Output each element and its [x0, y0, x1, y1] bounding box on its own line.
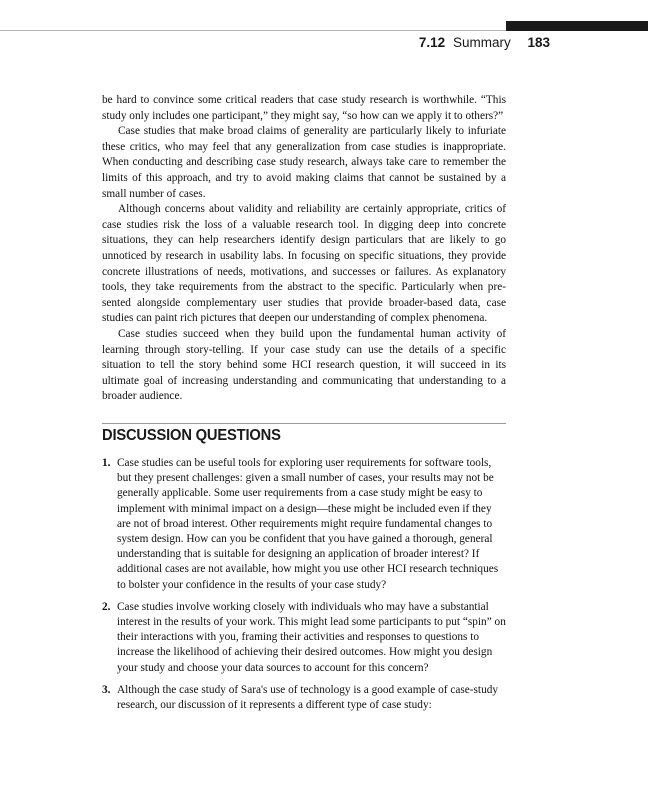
discussion-questions [102, 456, 506, 720]
paragraph: be hard to convince some critical readers that case study research is worthwhile. “This study only includes one participant,” they might say, “so how can we apply it to others?” [102, 94, 506, 122]
page-number: 183 [527, 35, 550, 50]
paragraph: Case studies succeed when they build upon the fundamental human activity of learning through story-telling. If your case study can use the details of a specific situation to tell the story behind some HCI research question, it will succeed in its ultimate goal of increasing understanding and communicating that understanding to a broader audience. [102, 327, 506, 403]
header-rule [0, 30, 506, 31]
running-head [419, 35, 550, 50]
list-item [102, 456, 506, 593]
question-text: Although the case study of Sara's use of technology is a good example of case-study research, our discussion of it represents a different type of case study: [117, 683, 499, 712]
question-number: 3. [102, 683, 111, 696]
header-bar [506, 21, 648, 31]
question-text: Case studies involve working closely with individuals who may have a substantial interest in the results of your work. This might lead some participants to put “spin” on their interactions with you, framing their activities and responses to questions to increase the likelihood of achieving their desired outcomes. How might you design your study and choose your data sources to account for this concern? [117, 600, 506, 674]
section-number: 7.12 [418, 35, 446, 50]
section-heading: DISCUSSION QUESTIONS [102, 427, 281, 444]
section-divider [102, 423, 506, 424]
paragraph: Although concerns about validity and reliability are certainly appropriate, critics of case studies risk the loss of a valuable research tool. In digging deep into concrete situations, they can help researchers identify design particulars that are likely to go unnoticed by research in usability labs. In focusing on specific situations, they provide concrete illustrations of needs, motivations, and successes or failures. As explanatory tools, they take requirements from the abstract to the specific. Particularly when presented alongside complementary user studies that provide broader-based data, case studies can paint rich pictures that deepen our understanding of complex phenomena. [102, 203, 506, 325]
body-text [102, 93, 506, 405]
section-title: Summary [452, 35, 511, 50]
paragraph: Case studies that make broad claims of generality are particularly likely to infuriate these critics, who may feel that any generalization from case studies is inappropriate. When conducting and describing case study research, always take care to remember the limits of this approach, and try to avoid making claims that cannot be sustained by a small number of cases. [102, 125, 506, 200]
list-item [102, 683, 506, 713]
question-text: Case studies can be useful tools for exploring user requirements for software tools, but they present challenges: given a small number of cases, your results may not be generally applicable. Some user requirements from a case study might be easy to implement with minimal impact on a design—these might be included even if they are not of broad interest. Other requirements might require fundamental changes to system design. How can you be confident that you have gained a thorough, general understanding that is suitable for designing an application of broader interest? If additional cases are not available, how might you use other HCI research techniques to bolster your confidence in the results of your case study? [117, 457, 499, 591]
list-item [102, 600, 506, 676]
question-number: 1. [102, 457, 111, 469]
question-number: 2. [102, 600, 111, 613]
